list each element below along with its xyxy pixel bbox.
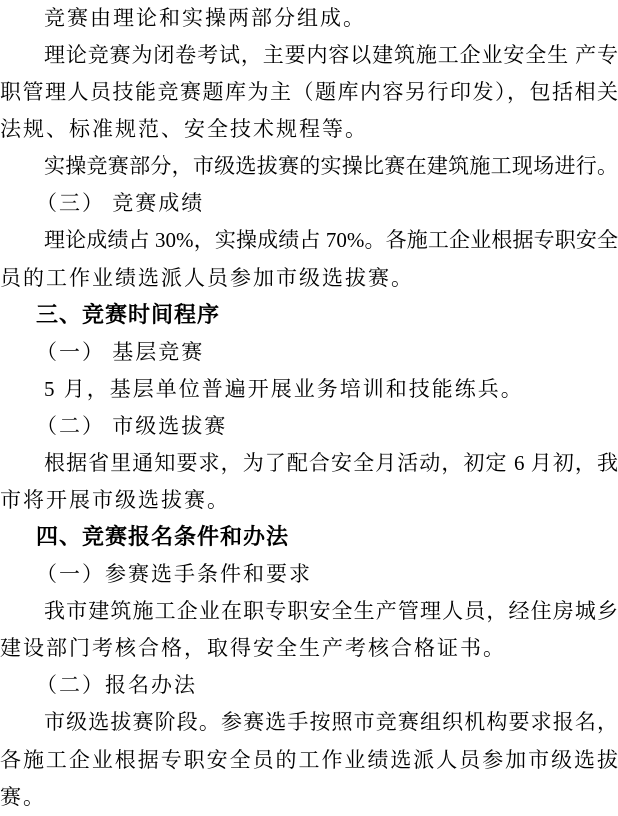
sub-heading: （一） 基层竞赛 [36,339,205,364]
text-line: 5 月，基层单位普遍开展业务培训和技能练兵。 [44,376,524,401]
text-line: 赛。 [0,784,46,809]
sub-heading: （一）参赛选手条件和要求 [36,562,312,587]
text-line: 市级选拔赛阶段。参赛选手按照市竞赛组织机构要求报名， [44,710,618,735]
text-line: 竞赛由理论和实操两部分组成。 [44,6,366,30]
text-line: 各施工企业根据专职安全员的工作业绩选派人员参加市级选拔 [0,747,618,772]
text-line: 我市建筑施工企业在职专职安全生产管理人员，经住房城乡 [44,599,618,624]
text-line: 职管理人员技能竞赛题库为主（题库内容另行印发），包括相关 [0,80,618,105]
text-line: 实操竞赛部分，市级选拔赛的实操比赛在建筑施工现场进行。 [44,154,618,179]
text-line: 员的工作业绩选派人员参加市级选拔赛。 [0,265,414,290]
text-line: 法规、标准规范、安全技术规程等。 [0,117,368,142]
text-line: 市将开展市级选拔赛。 [0,488,230,513]
text-line: 理论成绩占 30%，实操成绩占 70%。各施工企业根据专职安全 [44,228,618,253]
text-line: 根据省里通知要求，为了配合安全月活动，初定 6 月初，我 [44,450,618,475]
sub-heading: （三） 竞赛成绩 [36,191,205,216]
text-line: 理论竞赛为闭卷考试，主要内容以建筑施工企业安全生 产专 [44,43,618,68]
section-heading: 四、竞赛报名条件和办法 [36,525,290,551]
sub-heading: （二）报名办法 [36,673,197,698]
section-heading: 三、竞赛时间程序 [36,302,221,328]
sub-heading: （二） 市级选拔赛 [36,413,228,438]
text-line: 建设部门考核合格，取得安全生产考核合格证书。 [0,636,506,661]
